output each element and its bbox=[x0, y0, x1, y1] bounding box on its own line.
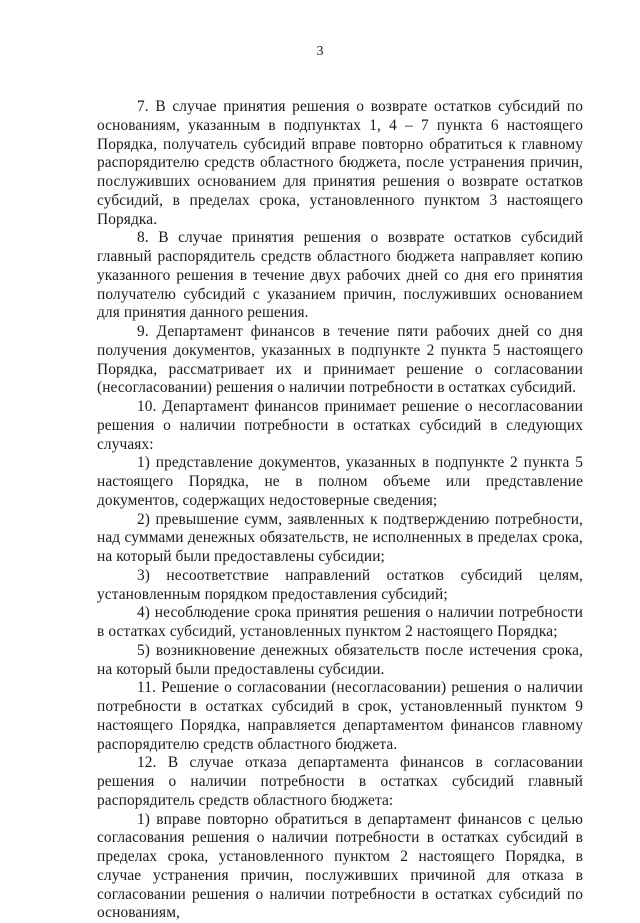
paragraph-10-item-5: 5) возникновение денежных обязательств после истечения срока, на который были предоставлены субсидии. bbox=[97, 642, 583, 680]
paragraph-11: 11. Решение о согласовании (несогласовании) решения о наличии потребности в остатках субсидий в срок, установленный пунктом 9 настоящего Порядка, направляется департаментом финансов главному распорядителю средств областного бюджета. bbox=[97, 679, 583, 754]
paragraph-12-item-1: 1) вправе повторно обратиться в департамент финансов с целью согласования решения о наличии потребности в остатках субсидий в пределах срока, установленного пунктом 2 настоящего Порядка, в случае устранения причин, послуживших причиной для отказа в согласовании решения о наличии потребности в остатках субсидий по основаниям, bbox=[97, 811, 583, 923]
paragraph-10-item-2: 2) превышение сумм, заявленных к подтверждению потребности, над суммами денежных обязательств, не исполненных в пределах срока, на который были предоставлены субсидии; bbox=[97, 511, 583, 567]
paragraph-10-item-1: 1) представление документов, указанных в подпункте 2 пункта 5 настоящего Порядка, не в полном объеме или представление документов, содержащих недостоверные сведения; bbox=[97, 454, 583, 510]
paragraph-8: 8. В случае принятия решения о возврате остатков субсидий главный распорядитель средств областного бюджета направляет копию указанного решения в течение двух рабочих дней со дня его принятия получателю субсидий с указанием причин, послуживших основанием для принятия данного решения. bbox=[97, 229, 583, 323]
document-body bbox=[97, 98, 583, 923]
paragraph-12: 12. В случае отказа департамента финансов в согласовании решения о наличии потребности в остатках субсидий главный распорядитель средств областного бюджета: bbox=[97, 754, 583, 810]
paragraph-10-item-4: 4) несоблюдение срока принятия решения о наличии потребности в остатках субсидий, установленных пунктом 2 настоящего Порядка; bbox=[97, 604, 583, 642]
page-number: 3 bbox=[0, 44, 640, 60]
paragraph-9: 9. Департамент финансов в течение пяти рабочих дней со дня получения документов, указанных в подпункте 2 пункта 5 настоящего Порядка, рассматривает их и принимает решение о согласовании (несогласовании) решения о наличии потребности в остатках субсидий. bbox=[97, 323, 583, 398]
paragraph-7: 7. В случае принятия решения о возврате остатков субсидий по основаниям, указанным в подпунктах 1, 4 – 7 пункта 6 настоящего Порядка, получатель субсидий вправе повторно обратиться к главному распорядителю средств областного бюджета, после устранения причин, послуживших основанием для принятия решения о возврате остатков субсидий, в пределах срока, установленного пунктом 3 настоящего Порядка. bbox=[97, 98, 583, 229]
paragraph-10-item-3: 3) несоответствие направлений остатков субсидий целям, установленным порядком предоставления субсидий; bbox=[97, 567, 583, 605]
paragraph-10: 10. Департамент финансов принимает решение о несогласовании решения о наличии потребности в остатках субсидий в следующих случаях: bbox=[97, 398, 583, 454]
